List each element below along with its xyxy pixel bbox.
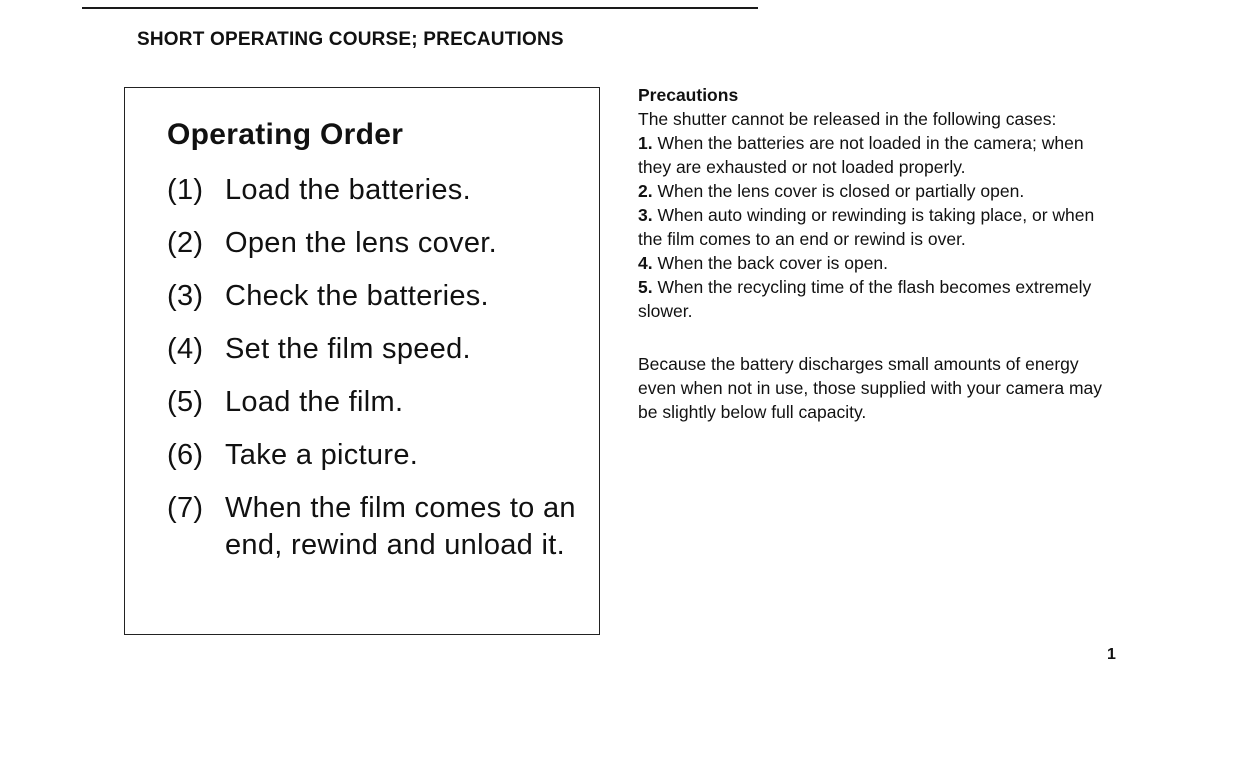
precautions-list (638, 131, 1108, 323)
precaution-number: 2. (638, 181, 653, 201)
step-number: (2) (167, 227, 204, 259)
step-item (167, 172, 587, 209)
step-text: Take a picture. (225, 439, 419, 471)
precaution-item (638, 131, 1108, 179)
step-item (167, 384, 587, 421)
step-item (167, 278, 587, 315)
step-text: When the film comes to an end, rewind and unload it. (225, 492, 576, 561)
precaution-item (638, 203, 1108, 251)
precaution-text: When the back cover is open. (657, 253, 889, 273)
operating-steps-list (167, 172, 587, 580)
top-rule (82, 7, 758, 9)
step-text: Check the batteries. (225, 280, 489, 312)
step-text: Open the lens cover. (225, 227, 497, 259)
precaution-number: 3. (638, 205, 653, 225)
step-number: (4) (167, 333, 204, 365)
precaution-text: When the batteries are not loaded in the camera; when they are exhausted or not loaded properly. (638, 133, 1084, 177)
section-header: SHORT OPERATING COURSE; PRECAUTIONS (137, 29, 564, 50)
step-number: (1) (167, 174, 204, 206)
precaution-number: 4. (638, 253, 653, 273)
precautions-title: Precautions (638, 85, 739, 105)
precaution-number: 1. (638, 133, 653, 153)
precaution-text: When the lens cover is closed or partially open. (657, 181, 1025, 201)
step-text: Load the film. (225, 386, 404, 418)
precautions-intro: The shutter cannot be released in the following cases: (638, 109, 1057, 129)
battery-note: Because the battery discharges small amounts of energy even when not in use, those supplied with your camera may be slightly below full capacity. (638, 354, 1103, 422)
page-number: 1 (1107, 646, 1116, 663)
step-number: (7) (167, 492, 204, 524)
operating-order-title: Operating Order (167, 118, 404, 151)
step-text: Set the film speed. (225, 333, 471, 365)
precautions-section (638, 83, 1108, 424)
precaution-item (638, 251, 1108, 275)
step-number: (3) (167, 280, 204, 312)
step-item (167, 437, 587, 474)
precaution-number: 5. (638, 277, 653, 297)
precaution-text: When auto winding or rewinding is taking place, or when the film comes to an end or rewind is over. (638, 205, 1095, 249)
step-item (167, 331, 587, 368)
precaution-text: When the recycling time of the flash becomes extremely slower. (638, 277, 1092, 321)
step-text: Load the batteries. (225, 174, 471, 206)
step-number: (6) (167, 439, 204, 471)
step-number: (5) (167, 386, 204, 418)
precaution-item (638, 275, 1108, 323)
step-item (167, 490, 587, 564)
operating-order-box (124, 87, 600, 635)
precaution-item (638, 179, 1108, 203)
step-item (167, 225, 587, 262)
